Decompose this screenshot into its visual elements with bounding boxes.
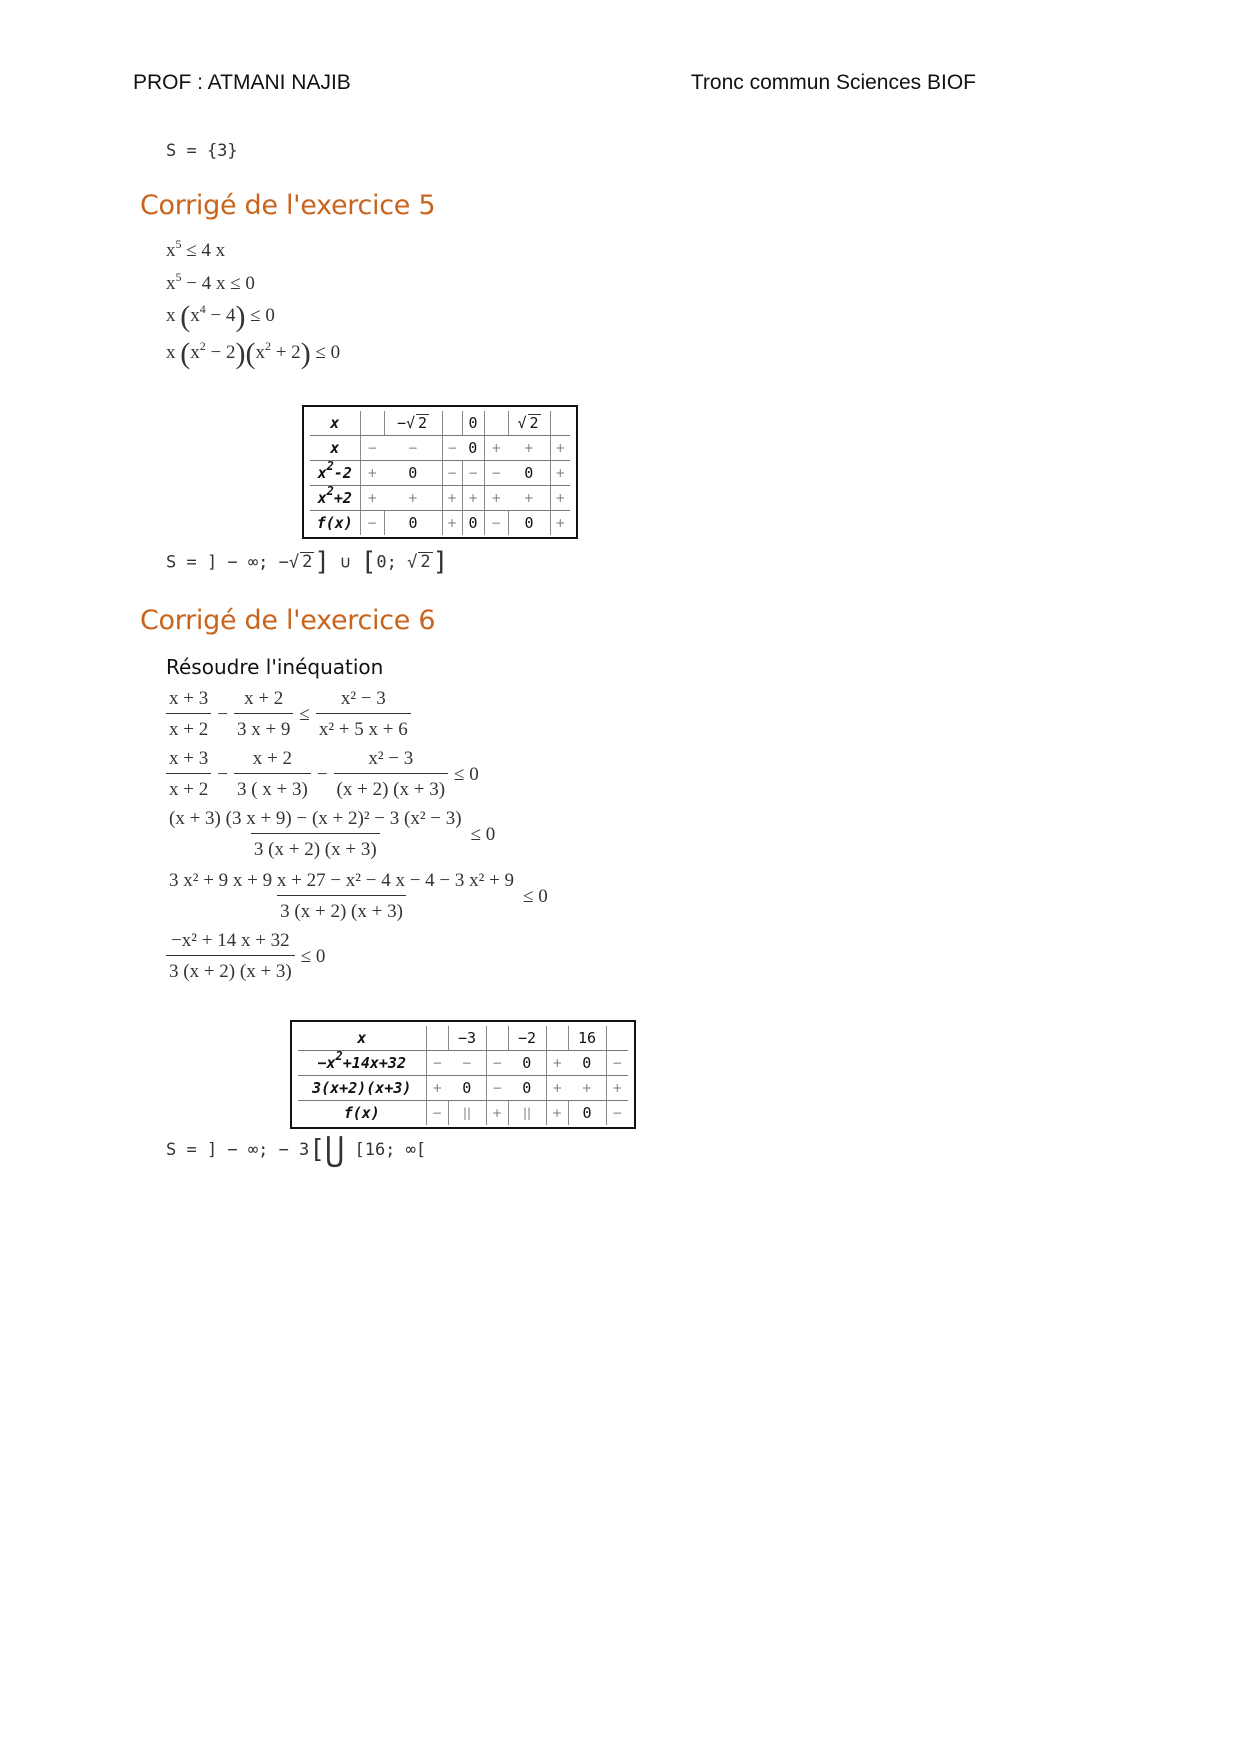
sign-cell: + — [550, 436, 570, 461]
leq-zero: ≤ 0 — [300, 945, 326, 967]
ex5-header-x: x — [310, 411, 360, 436]
fraction: $\frac{\text{−x² + 14 x + 32}}{3 (x + 2) (x + 3)}$ — [166, 930, 295, 983]
sign-cell: − — [484, 461, 508, 486]
ex6-line-4 — [166, 870, 548, 923]
leq-zero: ≤ 0 — [454, 763, 479, 785]
ex5-header-sqrt2: √ 2 — [508, 411, 550, 436]
ex5-solution-sqrt-arg: 2 — [302, 552, 313, 573]
sign-cell: + — [360, 486, 384, 511]
header-course: Tronc commun Sciences BIOF — [690, 71, 976, 94]
sign-cell: + — [486, 1101, 508, 1126]
sign-cell: 0 — [568, 1101, 606, 1126]
ex5-sign-table — [302, 405, 578, 539]
ex5-solution-middle: 0; — [376, 552, 397, 573]
fraction: $\frac{x + 2}{3 ( x + 3)}$ — [234, 748, 311, 801]
ex6-line-5 — [166, 930, 325, 983]
sign-cell: || — [448, 1101, 486, 1126]
sign-cell: + — [550, 486, 570, 511]
ex5-step-3-rhs: ≤ 0 — [250, 304, 275, 326]
sign-cell: − — [606, 1101, 628, 1126]
fraction: $\frac{\text{x² − 3}}{(x + 2) (x + 3)}$ — [334, 748, 449, 801]
fraction: $\frac{\text{x² − 3}}{\text{x² + 5 x + 6}}$ — [316, 688, 411, 741]
sign-cell: + — [360, 461, 384, 486]
ex6-header-value: −2 — [508, 1026, 546, 1051]
sign-cell: + — [484, 486, 508, 511]
ex6-solution: S = ] − ∞; − 3[⋃ [16; ∞[ — [166, 1130, 427, 1168]
ex5-solution-prefix: S = ] − ∞; − — [166, 552, 289, 573]
sign-cell: 0 — [508, 461, 550, 486]
sign-cell: − — [606, 1051, 628, 1076]
ex6-sign-table — [290, 1020, 636, 1129]
sign-cell: + — [568, 1076, 606, 1101]
sign-cell: + — [550, 461, 570, 486]
sign-cell: 0 — [384, 461, 442, 486]
ex6-solution-rest: [16; ∞[ — [354, 1139, 427, 1160]
fraction: $\frac{\text{3 x² + 9 x + 9 x + 27 − x² − 4 x − 4 − 3 x² + 9}}{3 (x + 2) (x + 3)}$ — [169, 870, 515, 922]
ex5-step-1-rhs: ≤ 4 x — [186, 240, 226, 261]
sign-cell: + — [550, 511, 570, 536]
sign-cell: − — [484, 511, 508, 536]
row-label: $x^2-2$ — [310, 461, 360, 486]
ex5-header-neg-sqrt2: −√ 2 — [384, 411, 442, 436]
ex5-step-4-rhs: ≤ 0 — [315, 341, 341, 363]
sign-cell: + — [384, 486, 442, 511]
sign-cell: − — [426, 1051, 448, 1076]
ex6-header-value: −3 — [448, 1026, 486, 1051]
ex5-header-sqrt-arg: 2 — [418, 414, 428, 432]
ex6-line-1: $\frac{x + 3}{x + 2}$ − $\frac{x + 2}{3 x + 9}$ ≤ $\frac{\text{x² − 3}}{\text{x² + 5 x + 6}}$ — [166, 688, 411, 741]
ex6-intro: Résoudre l'inéquation — [166, 655, 384, 679]
ex6-solution-prefix: S = ] − ∞; − 3 — [166, 1139, 310, 1160]
ex6-row-numerator — [298, 1051, 628, 1076]
ex6-line-3 — [166, 808, 495, 861]
sign-cell: 0 — [508, 511, 550, 536]
sign-cell: + — [442, 486, 462, 511]
sign-cell: || — [508, 1101, 546, 1126]
row-label: $x^2+2$ — [310, 486, 360, 511]
ex6-header-value: 16 — [568, 1026, 606, 1051]
ex5-header-minus: − — [396, 414, 406, 432]
fraction: $\frac{x + 3}{x + 2}$ — [166, 688, 211, 741]
ex5-step-4-f2: + 2 — [275, 341, 301, 363]
sign-cell: − — [360, 436, 384, 461]
ex5-step-1: $x^5 \le 4$ x — [166, 237, 226, 261]
ex6-row-fx — [298, 1101, 628, 1126]
fraction: $\frac{x + 2}{3 x + 9}$ — [234, 688, 293, 741]
sign-cell: 0 — [448, 1076, 486, 1101]
row-label: 3(x+2)(x+3) — [298, 1076, 426, 1101]
leq-zero: ≤ 0 — [470, 823, 496, 845]
sign-cell: + — [508, 436, 550, 461]
sign-cell: 0 — [568, 1051, 606, 1076]
row-label: f(x) — [316, 514, 353, 532]
sign-cell: − — [486, 1076, 508, 1101]
exercise-6-title: Corrigé de l'exercice 6 — [140, 605, 436, 636]
sign-cell: + — [606, 1076, 628, 1101]
sign-cell: + — [546, 1076, 568, 1101]
fraction: $\frac{x + 3}{x + 2}$ — [166, 748, 211, 801]
sign-cell: − — [442, 461, 462, 486]
sign-cell: + — [426, 1076, 448, 1101]
sign-cell: − — [384, 436, 442, 461]
leq-zero: ≤ 0 — [523, 885, 548, 907]
row-label: $-x^2+14x+32$ — [298, 1051, 426, 1076]
row-label: f(x) — [343, 1104, 380, 1122]
ex5-header-sqrt2-arg: 2 — [529, 414, 539, 432]
sign-cell: − — [462, 461, 484, 486]
ex5-row-x2-minus-2 — [310, 461, 570, 486]
top-solution: S = {3} — [166, 141, 238, 161]
sign-cell: + — [546, 1051, 568, 1076]
row-label: x — [310, 436, 360, 461]
ex5-solution: S = ] − ∞; −√ 2] ∪ [0; √ 2] — [166, 547, 449, 577]
sign-cell: − — [426, 1101, 448, 1126]
sign-cell: + — [546, 1101, 568, 1126]
sign-cell: − — [448, 1051, 486, 1076]
ex6-row-denominator — [298, 1076, 628, 1101]
sign-cell: + — [462, 486, 484, 511]
ex6-line-2: $\frac{x + 3}{x + 2}$ − $\frac{x + 2}{3 ( x + 3)}$ − $\frac{\text{x² − 3}}{(x + 2) (x + 3)}$ ≤ 0 — [166, 748, 479, 801]
ex5-row-x2-plus-2 — [310, 486, 570, 511]
ex5-step-4: x $(x^2 - 2)(x^2 + 2) \le 0$ — [166, 337, 341, 370]
sign-cell: − — [360, 511, 384, 536]
sign-cell: 0 — [384, 511, 442, 536]
ex5-step-2: $x^5 - 4$ x ≤ 0 — [166, 270, 255, 294]
ex5-step-3-inner: − 4 — [210, 304, 236, 326]
ex6-header-x: x — [298, 1026, 426, 1051]
sign-cell: − — [486, 1051, 508, 1076]
sign-cell: + — [442, 511, 462, 536]
header-author: PROF : ATMANI NAJIB — [133, 71, 351, 94]
ex5-step-2-rhs: − 4 x ≤ 0 — [186, 273, 255, 294]
ex5-step-3: x $(x^4 - 4) \le 0$ — [166, 300, 275, 333]
sign-cell: 0 — [508, 1076, 546, 1101]
fraction: $\frac{\text{(x + 3) (3 x + 9) − (x + 2)² − 3 (x² − 3)}}{3 (x + 2) (x + 3)}$ — [169, 808, 462, 860]
sign-cell: 0 — [462, 511, 484, 536]
sign-cell: − — [442, 436, 462, 461]
sign-cell: 0 — [508, 1051, 546, 1076]
sign-cell: + — [508, 486, 550, 511]
ex5-solution-end-arg: 2 — [420, 552, 431, 573]
ex5-step-4-f1: − 2 — [210, 341, 236, 363]
exercise-5-title: Corrigé de l'exercice 5 — [140, 190, 436, 221]
ex5-row-x — [310, 436, 570, 461]
sign-cell: 0 — [462, 436, 484, 461]
ex5-header-zero: 0 — [462, 411, 484, 436]
sign-cell: + — [484, 436, 508, 461]
ex5-row-fx — [310, 511, 570, 536]
